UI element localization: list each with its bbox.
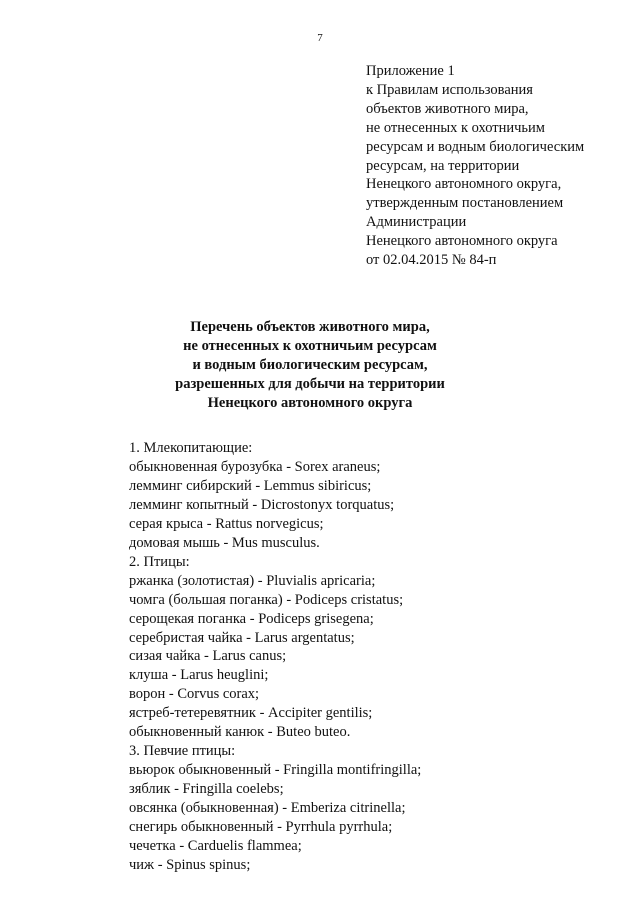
list-item: домовая мышь - Mus musculus.: [129, 534, 320, 551]
list-item: ворон - Corvus corax;: [129, 686, 260, 703]
list-item: серощекая поганка - Podiceps grisegena;: [129, 610, 374, 627]
document-title: [0, 318, 620, 413]
title-line: Перечень объектов животного мира,: [190, 319, 430, 335]
appendix-line: ресурсам и водным биологическим: [366, 138, 585, 155]
species-list: [129, 439, 421, 875]
appendix-line: не отнесенных к охотничьим: [366, 119, 545, 136]
appendix-line: к Правилам использования: [366, 81, 533, 98]
appendix-line: ресурсам, на территории: [366, 157, 520, 174]
list-item: обыкновенный канюк - Buteo buteo.: [129, 724, 351, 741]
title-line: не отнесенных к охотничьим ресурсам: [183, 337, 437, 354]
appendix-line: Ненецкого автономного округа: [366, 233, 558, 250]
appendix-line: от 02.04.2015 № 84-п: [366, 252, 497, 269]
appendix-line: объектов животного мира,: [366, 100, 529, 117]
section-heading-songbirds: 3. Певчие птицы:: [129, 743, 236, 760]
section-heading-mammals: 1. Млекопитающие:: [129, 440, 253, 456]
appendix-line: утвержденным постановлением: [366, 195, 564, 212]
list-item: чиж - Spinus spinus;: [129, 856, 251, 873]
appendix-line: Ненецкого автономного округа,: [366, 176, 562, 193]
title-line: Ненецкого автономного округа: [207, 394, 413, 411]
list-item: обыкновенная бурозубка - Sorex araneus;: [129, 458, 381, 475]
appendix-block: [366, 62, 584, 270]
appendix-line: Приложение 1: [366, 63, 455, 79]
list-item: зяблик - Fringilla coelebs;: [129, 781, 284, 798]
list-item: сизая чайка - Larus canus;: [129, 648, 287, 665]
list-item: ястреб-тетеревятник - Accipiter gentilis;: [129, 705, 373, 722]
list-item: вьюрок обыкновенный - Fringilla montifringilla;: [129, 762, 422, 779]
title-line: разрешенных для добычи на территории: [175, 375, 445, 392]
list-item: овсянка (обыкновенная) - Emberiza citrinella;: [129, 800, 406, 817]
list-item: ржанка (золотистая) - Pluvialis apricaria;: [129, 572, 376, 589]
page-number: 7: [317, 32, 323, 44]
appendix-line: Администрации: [366, 214, 467, 231]
list-item: лемминг сибирский - Lemmus sibiricus;: [129, 477, 372, 494]
section-heading-birds: 2. Птицы:: [129, 553, 190, 570]
list-item: серебристая чайка - Larus argentatus;: [129, 629, 355, 646]
list-item: серая крыса - Rattus norvegicus;: [129, 515, 324, 532]
title-line: и водным биологическим ресурсам,: [192, 356, 428, 373]
list-item: чомга (большая поганка) - Podiceps cristatus;: [129, 591, 404, 608]
list-item: снегирь обыкновенный - Pyrrhula pyrrhula;: [129, 819, 393, 836]
list-item: клуша - Larus heuglini;: [129, 667, 269, 684]
list-item: чечетка - Carduelis flammea;: [129, 838, 302, 855]
list-item: лемминг копытный - Dicrostonyx torquatus;: [129, 496, 395, 513]
